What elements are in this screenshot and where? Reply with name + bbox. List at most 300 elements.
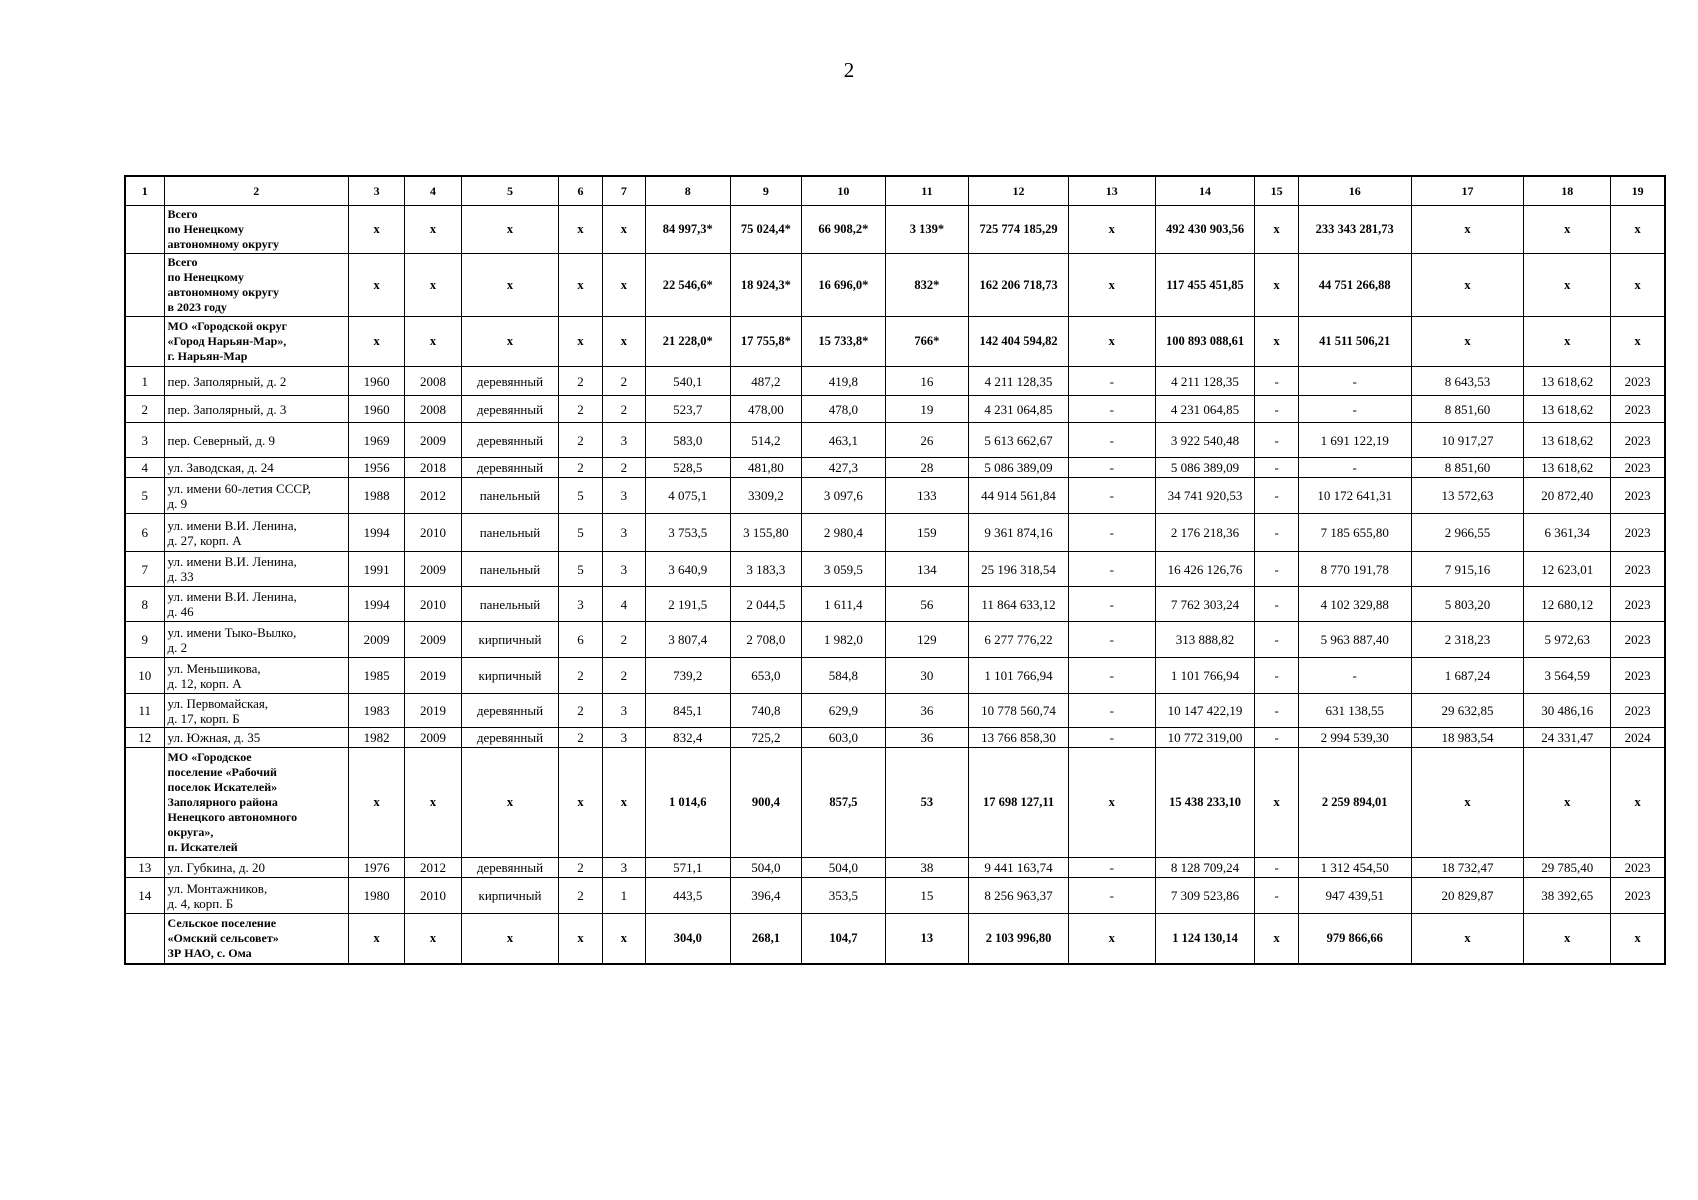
column-header-7: 7 <box>602 176 645 206</box>
table-cell-col-18: 38 392,65 <box>1524 878 1611 914</box>
table-row <box>125 423 1665 458</box>
table-cell-col-17: 7 915,16 <box>1411 552 1524 587</box>
table-cell-col-19: 2023 <box>1611 587 1665 622</box>
table-cell-col-7: 2 <box>602 658 645 694</box>
table-cell-col-6: x <box>559 748 602 858</box>
table-cell-col-2: Всего по Ненецкому автономному округу в 2023 году <box>164 254 348 317</box>
table-cell-col-10: 857,5 <box>802 748 886 858</box>
table-cell-col-12: 13 766 858,30 <box>969 728 1069 748</box>
table-cell-col-7: 2 <box>602 396 645 423</box>
table-cell-col-7: 3 <box>602 514 645 552</box>
table-cell-col-9: 900,4 <box>730 748 802 858</box>
column-header-14: 14 <box>1155 176 1255 206</box>
table-cell-col-19: 2023 <box>1611 658 1665 694</box>
table-row <box>125 622 1665 658</box>
table-cell-col-14: 492 430 903,56 <box>1155 206 1255 254</box>
table-cell-col-11: 16 <box>885 367 969 396</box>
table-cell-col-11: 3 139* <box>885 206 969 254</box>
table-cell-col-13: x <box>1068 254 1155 317</box>
table-cell-col-17: x <box>1411 317 1524 367</box>
table-cell-col-8: 3 753,5 <box>646 514 731 552</box>
table-cell-col-6: x <box>559 254 602 317</box>
table-cell-col-5: деревянный <box>461 694 559 728</box>
table-row <box>125 694 1665 728</box>
table-cell-col-13: - <box>1068 552 1155 587</box>
table-cell-col-15: x <box>1255 206 1298 254</box>
table-cell-col-2: ул. имени Тыко-Вылко, д. 2 <box>164 622 348 658</box>
column-header-17: 17 <box>1411 176 1524 206</box>
table-cell-col-7: 3 <box>602 728 645 748</box>
table-cell-col-19: 2023 <box>1611 878 1665 914</box>
column-header-19: 19 <box>1611 176 1665 206</box>
table-cell-col-3: 1976 <box>348 858 404 878</box>
table-cell-col-1 <box>125 317 164 367</box>
table-cell-col-9: 487,2 <box>730 367 802 396</box>
table-cell-col-5: панельный <box>461 587 559 622</box>
table-cell-col-2: ул. имени 60-летия СССР, д. 9 <box>164 478 348 514</box>
table-cell-col-9: 740,8 <box>730 694 802 728</box>
table-cell-col-17: 18 732,47 <box>1411 858 1524 878</box>
table-cell-col-12: 8 256 963,37 <box>969 878 1069 914</box>
table-cell-col-5: панельный <box>461 514 559 552</box>
table-cell-col-16: 1 691 122,19 <box>1298 423 1411 458</box>
table-cell-col-5: деревянный <box>461 396 559 423</box>
table-cell-col-1 <box>125 254 164 317</box>
table-cell-col-12: 4 231 064,85 <box>969 396 1069 423</box>
table-cell-col-4: 2010 <box>405 878 461 914</box>
table-cell-col-1 <box>125 748 164 858</box>
table-cell-col-14: 4 211 128,35 <box>1155 367 1255 396</box>
table-cell-col-8: 84 997,3* <box>646 206 731 254</box>
table-cell-col-12: 6 277 776,22 <box>969 622 1069 658</box>
table-cell-col-6: 2 <box>559 658 602 694</box>
table-cell-col-11: 766* <box>885 317 969 367</box>
table-cell-col-3: 1969 <box>348 423 404 458</box>
table-cell-col-4: 2019 <box>405 658 461 694</box>
table-cell-col-1: 11 <box>125 694 164 728</box>
table-cell-col-19: 2023 <box>1611 478 1665 514</box>
table-cell-col-13: - <box>1068 423 1155 458</box>
table-cell-col-11: 26 <box>885 423 969 458</box>
table-cell-col-16: - <box>1298 367 1411 396</box>
table-cell-col-16: 2 259 894,01 <box>1298 748 1411 858</box>
table-cell-col-5: деревянный <box>461 858 559 878</box>
table-cell-col-3: 1994 <box>348 514 404 552</box>
table-cell-col-3: 1988 <box>348 478 404 514</box>
table-cell-col-19: x <box>1611 206 1665 254</box>
table-cell-col-2: ул. Южная, д. 35 <box>164 728 348 748</box>
table-cell-col-18: 20 872,40 <box>1524 478 1611 514</box>
table-cell-col-2: ул. имени В.И. Ленина, д. 27, корп. А <box>164 514 348 552</box>
table-cell-col-9: 396,4 <box>730 878 802 914</box>
table-cell-col-18: 30 486,16 <box>1524 694 1611 728</box>
table-cell-col-13: x <box>1068 914 1155 964</box>
table-cell-col-3: x <box>348 914 404 964</box>
column-header-15: 15 <box>1255 176 1298 206</box>
table-cell-col-13: - <box>1068 514 1155 552</box>
table-cell-col-7: 3 <box>602 423 645 458</box>
table-cell-col-2: Сельское поселение «Омский сельсовет» ЗР НАО, с. Ома <box>164 914 348 964</box>
table-cell-col-12: 725 774 185,29 <box>969 206 1069 254</box>
table-cell-col-10: 427,3 <box>802 458 886 478</box>
summary-row <box>125 748 1665 858</box>
table-cell-col-14: 2 176 218,36 <box>1155 514 1255 552</box>
table-cell-col-7: x <box>602 317 645 367</box>
table-cell-col-4: 2019 <box>405 694 461 728</box>
column-header-4: 4 <box>405 176 461 206</box>
table-cell-col-6: x <box>559 317 602 367</box>
table-cell-col-1: 9 <box>125 622 164 658</box>
table-cell-col-19: 2023 <box>1611 694 1665 728</box>
table-cell-col-12: 11 864 633,12 <box>969 587 1069 622</box>
table-cell-col-6: 2 <box>559 858 602 878</box>
table-cell-col-18: 5 972,63 <box>1524 622 1611 658</box>
table-cell-col-14: 7 309 523,86 <box>1155 878 1255 914</box>
table-cell-col-10: 463,1 <box>802 423 886 458</box>
table-cell-col-18: x <box>1524 317 1611 367</box>
table-cell-col-11: 38 <box>885 858 969 878</box>
table-cell-col-10: 2 980,4 <box>802 514 886 552</box>
table-cell-col-2: Всего по Ненецкому автономному округу <box>164 206 348 254</box>
table-cell-col-18: x <box>1524 206 1611 254</box>
table-cell-col-13: - <box>1068 367 1155 396</box>
table-cell-col-17: 29 632,85 <box>1411 694 1524 728</box>
table-cell-col-19: x <box>1611 914 1665 964</box>
table-cell-col-16: 10 172 641,31 <box>1298 478 1411 514</box>
table-cell-col-1: 2 <box>125 396 164 423</box>
table-cell-col-1 <box>125 206 164 254</box>
table-cell-col-1: 8 <box>125 587 164 622</box>
table-cell-col-17: 5 803,20 <box>1411 587 1524 622</box>
table-cell-col-6: x <box>559 206 602 254</box>
table-cell-col-8: 3 640,9 <box>646 552 731 587</box>
table-cell-col-8: 21 228,0* <box>646 317 731 367</box>
column-number-row <box>125 176 1665 206</box>
table-cell-col-19: x <box>1611 317 1665 367</box>
table-cell-col-3: 2009 <box>348 622 404 658</box>
summary-row <box>125 254 1665 317</box>
table-cell-col-8: 528,5 <box>646 458 731 478</box>
table-cell-col-2: пер. Заполярный, д. 2 <box>164 367 348 396</box>
column-header-11: 11 <box>885 176 969 206</box>
table-cell-col-5: x <box>461 254 559 317</box>
table-cell-col-17: 18 983,54 <box>1411 728 1524 748</box>
table-cell-col-5: кирпичный <box>461 658 559 694</box>
table-cell-col-8: 443,5 <box>646 878 731 914</box>
table-cell-col-10: 629,9 <box>802 694 886 728</box>
table-cell-col-16: 979 866,66 <box>1298 914 1411 964</box>
table-cell-col-3: x <box>348 206 404 254</box>
table-cell-col-12: 2 103 996,80 <box>969 914 1069 964</box>
table-cell-col-7: 2 <box>602 458 645 478</box>
table-row <box>125 878 1665 914</box>
table-cell-col-1 <box>125 914 164 964</box>
table-cell-col-14: 15 438 233,10 <box>1155 748 1255 858</box>
column-header-13: 13 <box>1068 176 1155 206</box>
table-cell-col-14: 1 124 130,14 <box>1155 914 1255 964</box>
table-cell-col-15: - <box>1255 367 1298 396</box>
table-cell-col-14: 16 426 126,76 <box>1155 552 1255 587</box>
column-header-1: 1 <box>125 176 164 206</box>
column-header-3: 3 <box>348 176 404 206</box>
column-header-6: 6 <box>559 176 602 206</box>
table-cell-col-17: 20 829,87 <box>1411 878 1524 914</box>
table-cell-col-7: 4 <box>602 587 645 622</box>
table-cell-col-16: 631 138,55 <box>1298 694 1411 728</box>
table-cell-col-7: x <box>602 748 645 858</box>
table-cell-col-19: 2023 <box>1611 622 1665 658</box>
table-cell-col-4: 2009 <box>405 622 461 658</box>
table-cell-col-9: 18 924,3* <box>730 254 802 317</box>
table-cell-col-7: x <box>602 914 645 964</box>
table-cell-col-6: 2 <box>559 694 602 728</box>
table-cell-col-1: 13 <box>125 858 164 878</box>
table-cell-col-17: x <box>1411 914 1524 964</box>
table-cell-col-3: x <box>348 317 404 367</box>
table-cell-col-4: 2009 <box>405 728 461 748</box>
table-cell-col-16: 8 770 191,78 <box>1298 552 1411 587</box>
table-cell-col-1: 3 <box>125 423 164 458</box>
table-cell-col-18: x <box>1524 914 1611 964</box>
table-cell-col-8: 2 191,5 <box>646 587 731 622</box>
table-cell-col-14: 5 086 389,09 <box>1155 458 1255 478</box>
table-cell-col-13: - <box>1068 622 1155 658</box>
table-cell-col-1: 12 <box>125 728 164 748</box>
table-row <box>125 478 1665 514</box>
table-cell-col-3: 1994 <box>348 587 404 622</box>
table-cell-col-18: 12 623,01 <box>1524 552 1611 587</box>
table-row <box>125 728 1665 748</box>
table-cell-col-1: 10 <box>125 658 164 694</box>
table-cell-col-10: 66 908,2* <box>802 206 886 254</box>
table-cell-col-13: - <box>1068 878 1155 914</box>
table-cell-col-10: 419,8 <box>802 367 886 396</box>
column-header-18: 18 <box>1524 176 1611 206</box>
table-cell-col-11: 13 <box>885 914 969 964</box>
table-cell-col-9: 17 755,8* <box>730 317 802 367</box>
table-cell-col-8: 3 807,4 <box>646 622 731 658</box>
table-cell-col-15: - <box>1255 694 1298 728</box>
table-cell-col-8: 4 075,1 <box>646 478 731 514</box>
table-cell-col-2: МО «Городской округ «Город Нарьян-Мар», г. Нарьян-Мар <box>164 317 348 367</box>
table-cell-col-12: 1 101 766,94 <box>969 658 1069 694</box>
table-cell-col-16: 44 751 266,88 <box>1298 254 1411 317</box>
table-cell-col-18: 24 331,47 <box>1524 728 1611 748</box>
table-cell-col-13: - <box>1068 694 1155 728</box>
table-cell-col-11: 36 <box>885 728 969 748</box>
table-cell-col-4: 2018 <box>405 458 461 478</box>
table-cell-col-15: x <box>1255 914 1298 964</box>
table-cell-col-17: 10 917,27 <box>1411 423 1524 458</box>
table-cell-col-13: - <box>1068 728 1155 748</box>
table-cell-col-19: 2023 <box>1611 514 1665 552</box>
table-cell-col-19: 2023 <box>1611 858 1665 878</box>
column-header-9: 9 <box>730 176 802 206</box>
table-cell-col-12: 142 404 594,82 <box>969 317 1069 367</box>
table-cell-col-17: 2 966,55 <box>1411 514 1524 552</box>
table-cell-col-15: - <box>1255 658 1298 694</box>
table-cell-col-17: 8 643,53 <box>1411 367 1524 396</box>
summary-row <box>125 317 1665 367</box>
table-cell-col-8: 523,7 <box>646 396 731 423</box>
table-cell-col-10: 584,8 <box>802 658 886 694</box>
table-row <box>125 367 1665 396</box>
table-cell-col-15: - <box>1255 552 1298 587</box>
table-cell-col-3: x <box>348 748 404 858</box>
table-cell-col-1: 5 <box>125 478 164 514</box>
table-cell-col-11: 134 <box>885 552 969 587</box>
table-cell-col-9: 504,0 <box>730 858 802 878</box>
table-cell-col-7: 3 <box>602 694 645 728</box>
table-row <box>125 587 1665 622</box>
table-cell-col-9: 2 044,5 <box>730 587 802 622</box>
column-header-8: 8 <box>646 176 731 206</box>
table-cell-col-3: 1982 <box>348 728 404 748</box>
table-cell-col-11: 15 <box>885 878 969 914</box>
table-cell-col-16: 7 185 655,80 <box>1298 514 1411 552</box>
table-cell-col-14: 100 893 088,61 <box>1155 317 1255 367</box>
table-cell-col-14: 117 455 451,85 <box>1155 254 1255 317</box>
table-cell-col-5: панельный <box>461 552 559 587</box>
table-cell-col-2: ул. Монтажников, д. 4, корп. Б <box>164 878 348 914</box>
table-cell-col-4: 2010 <box>405 587 461 622</box>
table-cell-col-16: 4 102 329,88 <box>1298 587 1411 622</box>
table-cell-col-4: x <box>405 254 461 317</box>
table-cell-col-19: 2023 <box>1611 458 1665 478</box>
table-cell-col-10: 3 097,6 <box>802 478 886 514</box>
table-cell-col-18: 13 618,62 <box>1524 367 1611 396</box>
table-cell-col-4: 2008 <box>405 367 461 396</box>
table-cell-col-8: 583,0 <box>646 423 731 458</box>
table-cell-col-16: - <box>1298 458 1411 478</box>
table-cell-col-3: 1991 <box>348 552 404 587</box>
table-cell-col-19: 2024 <box>1611 728 1665 748</box>
table-cell-col-14: 4 231 064,85 <box>1155 396 1255 423</box>
table-cell-col-11: 36 <box>885 694 969 728</box>
table-cell-col-8: 845,1 <box>646 694 731 728</box>
table-row <box>125 552 1665 587</box>
page-number: 2 <box>843 58 855 82</box>
table-cell-col-12: 9 361 874,16 <box>969 514 1069 552</box>
table-cell-col-6: 2 <box>559 423 602 458</box>
column-header-10: 10 <box>802 176 886 206</box>
table-cell-col-8: 1 014,6 <box>646 748 731 858</box>
table-cell-col-12: 4 211 128,35 <box>969 367 1069 396</box>
table-cell-col-9: 481,80 <box>730 458 802 478</box>
table-cell-col-6: 2 <box>559 728 602 748</box>
table-cell-col-4: 2009 <box>405 552 461 587</box>
table-cell-col-14: 3 922 540,48 <box>1155 423 1255 458</box>
table-cell-col-11: 30 <box>885 658 969 694</box>
table-cell-col-12: 17 698 127,11 <box>969 748 1069 858</box>
table-cell-col-4: x <box>405 914 461 964</box>
table-cell-col-13: x <box>1068 748 1155 858</box>
table-cell-col-14: 34 741 920,53 <box>1155 478 1255 514</box>
table-cell-col-15: - <box>1255 858 1298 878</box>
table-cell-col-18: 13 618,62 <box>1524 423 1611 458</box>
table-cell-col-6: 5 <box>559 478 602 514</box>
table-cell-col-19: 2023 <box>1611 367 1665 396</box>
table-cell-col-18: 13 618,62 <box>1524 458 1611 478</box>
table-cell-col-4: x <box>405 206 461 254</box>
table-cell-col-19: 2023 <box>1611 423 1665 458</box>
table-cell-col-10: 104,7 <box>802 914 886 964</box>
table-cell-col-15: - <box>1255 728 1298 748</box>
table-cell-col-15: - <box>1255 478 1298 514</box>
table-cell-col-14: 10 147 422,19 <box>1155 694 1255 728</box>
table-cell-col-5: панельный <box>461 478 559 514</box>
table-cell-col-15: x <box>1255 748 1298 858</box>
table-cell-col-17: 8 851,60 <box>1411 458 1524 478</box>
table-cell-col-18: 3 564,59 <box>1524 658 1611 694</box>
table-cell-col-19: x <box>1611 748 1665 858</box>
table-cell-col-14: 7 762 303,24 <box>1155 587 1255 622</box>
table-cell-col-16: - <box>1298 396 1411 423</box>
table-cell-col-5: деревянный <box>461 367 559 396</box>
table-cell-col-2: ул. Первомайская, д. 17, корп. Б <box>164 694 348 728</box>
table-cell-col-15: - <box>1255 622 1298 658</box>
table-cell-col-2: МО «Городское поселение «Рабочий поселок Искателей» Заполярного района Ненецкого автономного округа», п. Искателей <box>164 748 348 858</box>
table-cell-col-10: 353,5 <box>802 878 886 914</box>
table-cell-col-2: пер. Северный, д. 9 <box>164 423 348 458</box>
table-cell-col-15: - <box>1255 458 1298 478</box>
table-cell-col-6: 2 <box>559 458 602 478</box>
table-cell-col-10: 603,0 <box>802 728 886 748</box>
summary-row <box>125 206 1665 254</box>
table-cell-col-16: - <box>1298 658 1411 694</box>
table-cell-col-7: 2 <box>602 622 645 658</box>
table-cell-col-5: деревянный <box>461 423 559 458</box>
table-cell-col-13: - <box>1068 658 1155 694</box>
column-header-5: 5 <box>461 176 559 206</box>
table-cell-col-17: x <box>1411 254 1524 317</box>
table-cell-col-19: 2023 <box>1611 396 1665 423</box>
table-cell-col-15: - <box>1255 587 1298 622</box>
table-cell-col-15: x <box>1255 317 1298 367</box>
table-cell-col-15: - <box>1255 423 1298 458</box>
table-cell-col-9: 268,1 <box>730 914 802 964</box>
table-cell-col-1: 1 <box>125 367 164 396</box>
table-cell-col-12: 9 441 163,74 <box>969 858 1069 878</box>
column-header-16: 16 <box>1298 176 1411 206</box>
table-cell-col-7: 3 <box>602 478 645 514</box>
table-cell-col-8: 22 546,6* <box>646 254 731 317</box>
table-cell-col-2: ул. Заводская, д. 24 <box>164 458 348 478</box>
table-cell-col-11: 56 <box>885 587 969 622</box>
table-cell-col-13: x <box>1068 206 1155 254</box>
table-cell-col-17: 2 318,23 <box>1411 622 1524 658</box>
table-cell-col-10: 16 696,0* <box>802 254 886 317</box>
table-cell-col-3: 1983 <box>348 694 404 728</box>
table-cell-col-11: 159 <box>885 514 969 552</box>
table-cell-col-5: деревянный <box>461 728 559 748</box>
table-cell-col-3: 1985 <box>348 658 404 694</box>
table-cell-col-7: x <box>602 254 645 317</box>
table-cell-col-9: 75 024,4* <box>730 206 802 254</box>
table-cell-col-9: 3 155,80 <box>730 514 802 552</box>
table-cell-col-8: 739,2 <box>646 658 731 694</box>
table-cell-col-13: - <box>1068 858 1155 878</box>
table-cell-col-5: x <box>461 206 559 254</box>
table-cell-col-4: 2008 <box>405 396 461 423</box>
table-row <box>125 658 1665 694</box>
table-cell-col-16: 41 511 506,21 <box>1298 317 1411 367</box>
table-cell-col-3: 1960 <box>348 396 404 423</box>
table-cell-col-8: 540,1 <box>646 367 731 396</box>
table-cell-col-3: x <box>348 254 404 317</box>
table-cell-col-9: 3 183,3 <box>730 552 802 587</box>
table-cell-col-14: 1 101 766,94 <box>1155 658 1255 694</box>
